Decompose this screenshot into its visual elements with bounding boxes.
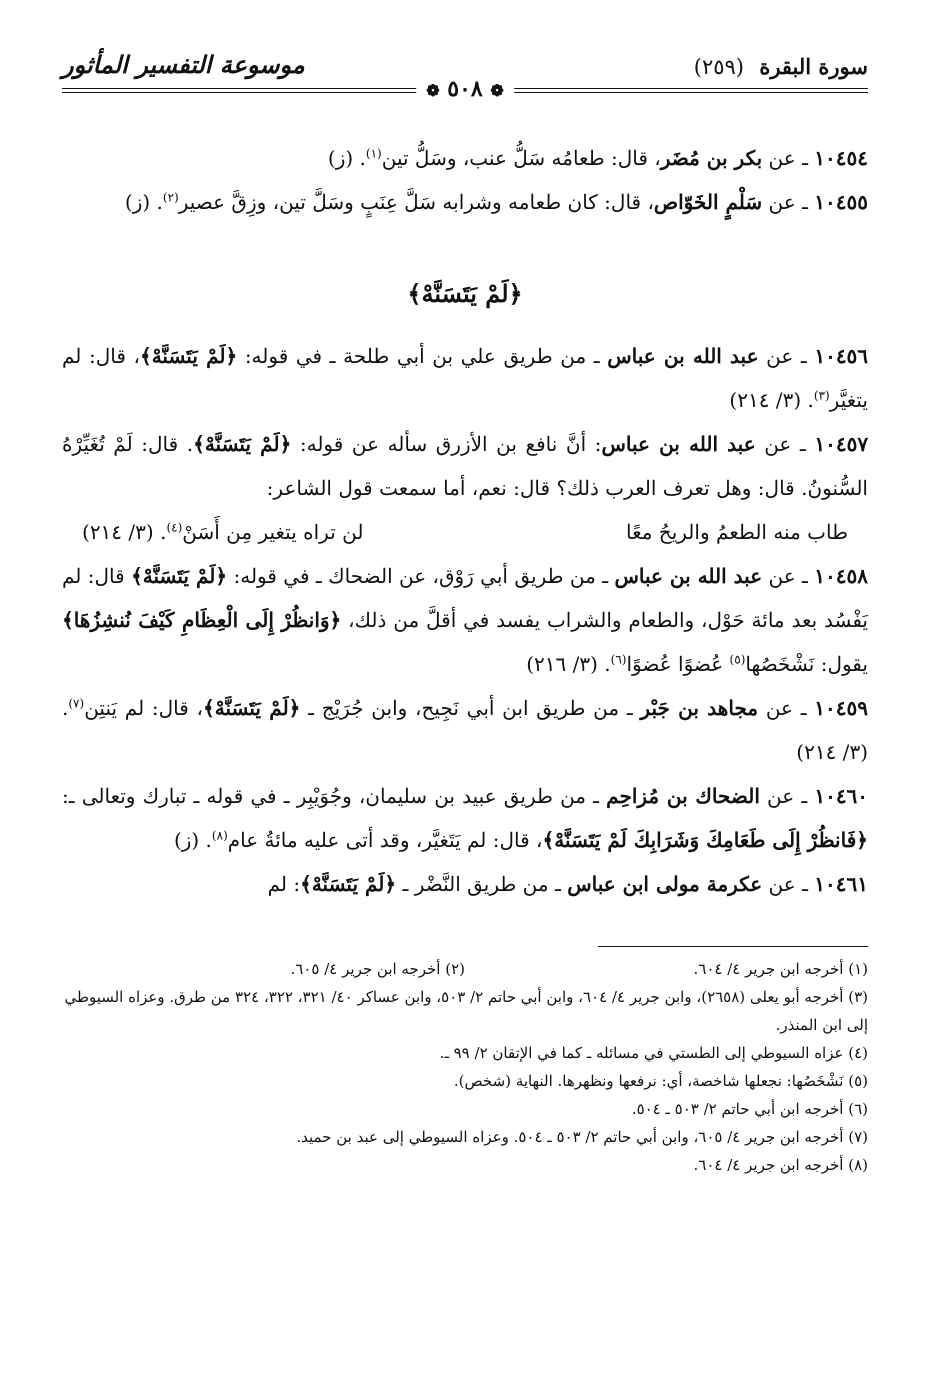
narrator-name: عبد الله بن عباس — [601, 432, 756, 456]
footnote-separator — [598, 946, 868, 947]
entry-prefix: ـ عن — [768, 564, 808, 588]
ayah-number: (٢٥٩) — [693, 55, 744, 79]
entry-text: ، قال: لم يتغيَّر — [62, 344, 868, 412]
entry-prefix: ـ عن — [767, 784, 808, 808]
footnote-ref: (٦) — [610, 652, 627, 667]
entry-number: ١٠٤٦٠ — [814, 784, 869, 808]
entry-text: ، قال: كان طعامه وشرابه سَلَّ عِنَبٍ وسَلَّ تين، وزِقَّ عصير — [178, 190, 654, 214]
entry-number: ١٠٤٥٩ — [814, 696, 869, 720]
entry-text: ـ من طريق النَّضْر ـ — [402, 872, 561, 896]
verse-second-hemistich: لن تراه يتغير مِن أَسَنْ — [182, 520, 364, 544]
entry-number: ١٠٤٥٤ — [814, 146, 868, 170]
narrator-name: عكرمة مولى ابن عباس — [567, 872, 763, 896]
narrator-name: سَلْمٍ الخَوّاص — [653, 190, 763, 214]
footnote: (٥) نَشْخَصُها: نجعلها شاخصة، أي: نرفعها ونظهرها. النهاية (شخص). — [453, 1072, 868, 1090]
entry-text: عُضوًا عُضوًا — [626, 652, 724, 676]
footnote: (٣) أخرجه أبو يعلى (٢٦٥٨)، وابن جرير ٤/ ٦٠٤، وابن أبي حاتم ٢/ ٥٠٣، وابن عساكر ٤٠/ ٣٢١، ٣٢٢، ٣٢٤ من طرق. وعزاه السيوطي إلى ابن المنذر. — [64, 988, 868, 1034]
narration-entry — [62, 554, 868, 686]
entry-prefix: ـ عن — [766, 344, 807, 368]
entry-text: : أنَّ نافع بن الأزرق سأله عن قوله: — [299, 432, 602, 456]
entry-prefix: ـ عن — [765, 696, 807, 720]
narration-entry — [62, 136, 868, 180]
entry-text: ، قال: طعامُه سَلُّ عنب، وسَلُّ تين — [381, 146, 661, 170]
narrator-name: عبد الله بن عباس — [607, 344, 759, 368]
footnotes — [62, 955, 868, 1179]
footnote-ref: (٧) — [68, 696, 85, 711]
entry-prefix: ـ عن — [764, 432, 806, 456]
verse-first-hemistich: طاب منه الطعمُ والريحُ معًا — [625, 520, 848, 544]
page — [62, 40, 868, 1348]
ornament-icon: ❁ — [490, 81, 504, 100]
entry-text: . قال: لَمْ تُغَيِّرْهُ السُّنونُ. قال: وهل تعرف العرب ذلك؟ قال: نعم، أما سمعت قول الشاعر: — [62, 432, 868, 500]
entry-number: ١٠٤٥٨ — [814, 564, 868, 588]
quran-quote: ﴿وَانظُرْ إِلَى الْعِظَامِ كَيْفَ نُنشِزُهَا﴾ — [62, 608, 342, 632]
narration-entry — [62, 774, 868, 862]
entry-source: . (٣/ ٢١٤) — [62, 696, 868, 764]
footnote: (٢) أخرجه ابن جرير ٤/ ٦٠٥. — [290, 960, 465, 978]
narrator-name: بكر بن مُضَر — [660, 146, 763, 170]
footnote: (٧) أخرجه ابن جرير ٤/ ٦٠٥، وابن أبي حاتم ٢/ ٥٠٣ ـ ٥٠٤. وعزاه السيوطي إلى عبد بن حميد. — [296, 1128, 868, 1146]
entry-text: ـ من طريق عبيد بن سليمان، وجُوَيْبِر ـ في قوله ـ تبارك وتعالى ـ: — [62, 784, 600, 808]
ornament-icon: ❁ — [426, 81, 440, 100]
entry-source: . (ز) — [124, 190, 163, 214]
entry-prefix: ـ عن — [768, 190, 808, 214]
poetry-verse — [62, 510, 868, 554]
quran-quote: ﴿لَمْ يَتَسَنَّهْ﴾ — [300, 872, 397, 896]
narration-entry — [62, 422, 868, 510]
footnote-ref: (٣) — [813, 388, 830, 403]
surah-name: سورة البقرة — [759, 54, 868, 79]
footnote-ref: (١) — [365, 146, 382, 161]
page-number-text: ٥٠٨ — [447, 76, 483, 102]
entry-text: ، قال: لم يَتَغيَّر، وقد أتى عليه مائةُ عام — [227, 828, 543, 852]
narration-entry — [62, 180, 868, 224]
entry-source: . (ز) — [173, 828, 212, 852]
entry-text: ، قال: لم يَنتِن — [84, 696, 204, 720]
main-text — [62, 136, 868, 906]
entry-source: . (ز) — [327, 146, 366, 170]
quran-quote: ﴿لَمْ يَتَسَنَّهْ﴾ — [131, 564, 228, 588]
entry-text: ـ من طريق أبي رَوْق، عن الضحاك ـ في قوله: — [233, 564, 609, 588]
quran-quote: ﴿لَمْ يَتَسَنَّهْ﴾ — [193, 432, 292, 456]
narration-entry — [62, 686, 868, 774]
footnote-ref: (٤) — [166, 520, 183, 535]
narration-entry — [62, 862, 868, 906]
section-title: ﴿لَمْ يَتَسَنَّهْ﴾ — [407, 279, 523, 308]
footnote-ref: (٥) — [729, 652, 746, 667]
page-header — [62, 40, 868, 102]
quran-quote: ﴿لَمْ يَتَسَنَّهْ﴾ — [203, 696, 301, 720]
footnote: (٨) أخرجه ابن جرير ٤/ ٦٠٤. — [693, 1156, 868, 1174]
narrator-name: الضحاك بن مُزاحِم — [606, 784, 760, 808]
entry-text: : لم — [267, 872, 301, 896]
entry-number: ١٠٤٥٦ — [814, 344, 869, 368]
narrator-name: مجاهد بن جَبْر — [640, 696, 759, 720]
entry-source: . (٣/ ٢١٤) — [82, 520, 167, 544]
book-title: موسوعة التفسير المأثور — [62, 50, 305, 79]
page-number — [416, 76, 514, 102]
quran-quote: ﴿فَانظُرْ إِلَى طَعَامِكَ وَشَرَابِكَ لَمْ يَتَسَنَّهْ﴾ — [542, 828, 868, 852]
entry-prefix: ـ عن — [768, 146, 808, 170]
entry-number: ١٠٤٥٧ — [814, 432, 869, 456]
entry-text: يقول: نَشْخَصُها — [745, 652, 868, 676]
entry-source: . (٣/ ٢١٤) — [729, 388, 814, 412]
footnote: (٤) عزاه السيوطي إلى الطستي في مسائله ـ كما في الإتقان ٢/ ٩٩ ـ. — [439, 1044, 868, 1062]
entry-text: ـ من طريق ابن أبي نَجِيح، وابن جُرَيْج ـ — [308, 696, 633, 720]
quran-quote: ﴿لَمْ يَتَسَنَّهْ﴾ — [139, 344, 238, 368]
footnote-ref: (٨) — [211, 828, 228, 843]
entry-text: قال: لم يَفْسُد بعد مائة حَوْل، والطعام والشراب يفسد في أقلَّ من ذلك، — [62, 564, 869, 632]
entry-source: . (٣/ ٢١٦) — [526, 652, 611, 676]
surah-heading — [694, 54, 868, 79]
footnote: (١) أخرجه ابن جرير ٤/ ٦٠٤. — [693, 960, 868, 978]
entry-prefix: ـ عن — [768, 872, 808, 896]
narrator-name: عبد الله بن عباس — [614, 564, 763, 588]
narration-entry — [62, 334, 868, 422]
footnote-ref: (٢) — [162, 190, 179, 205]
entry-number: ١٠٤٥٥ — [814, 190, 868, 214]
entry-text: ـ من طريق علي بن أبي طلحة ـ في قوله: — [244, 344, 600, 368]
entry-number: ١٠٤٦١ — [814, 872, 868, 896]
footnote: (٦) أخرجه ابن أبي حاتم ٢/ ٥٠٣ ـ ٥٠٤. — [631, 1100, 868, 1118]
footnote-row — [62, 955, 868, 983]
